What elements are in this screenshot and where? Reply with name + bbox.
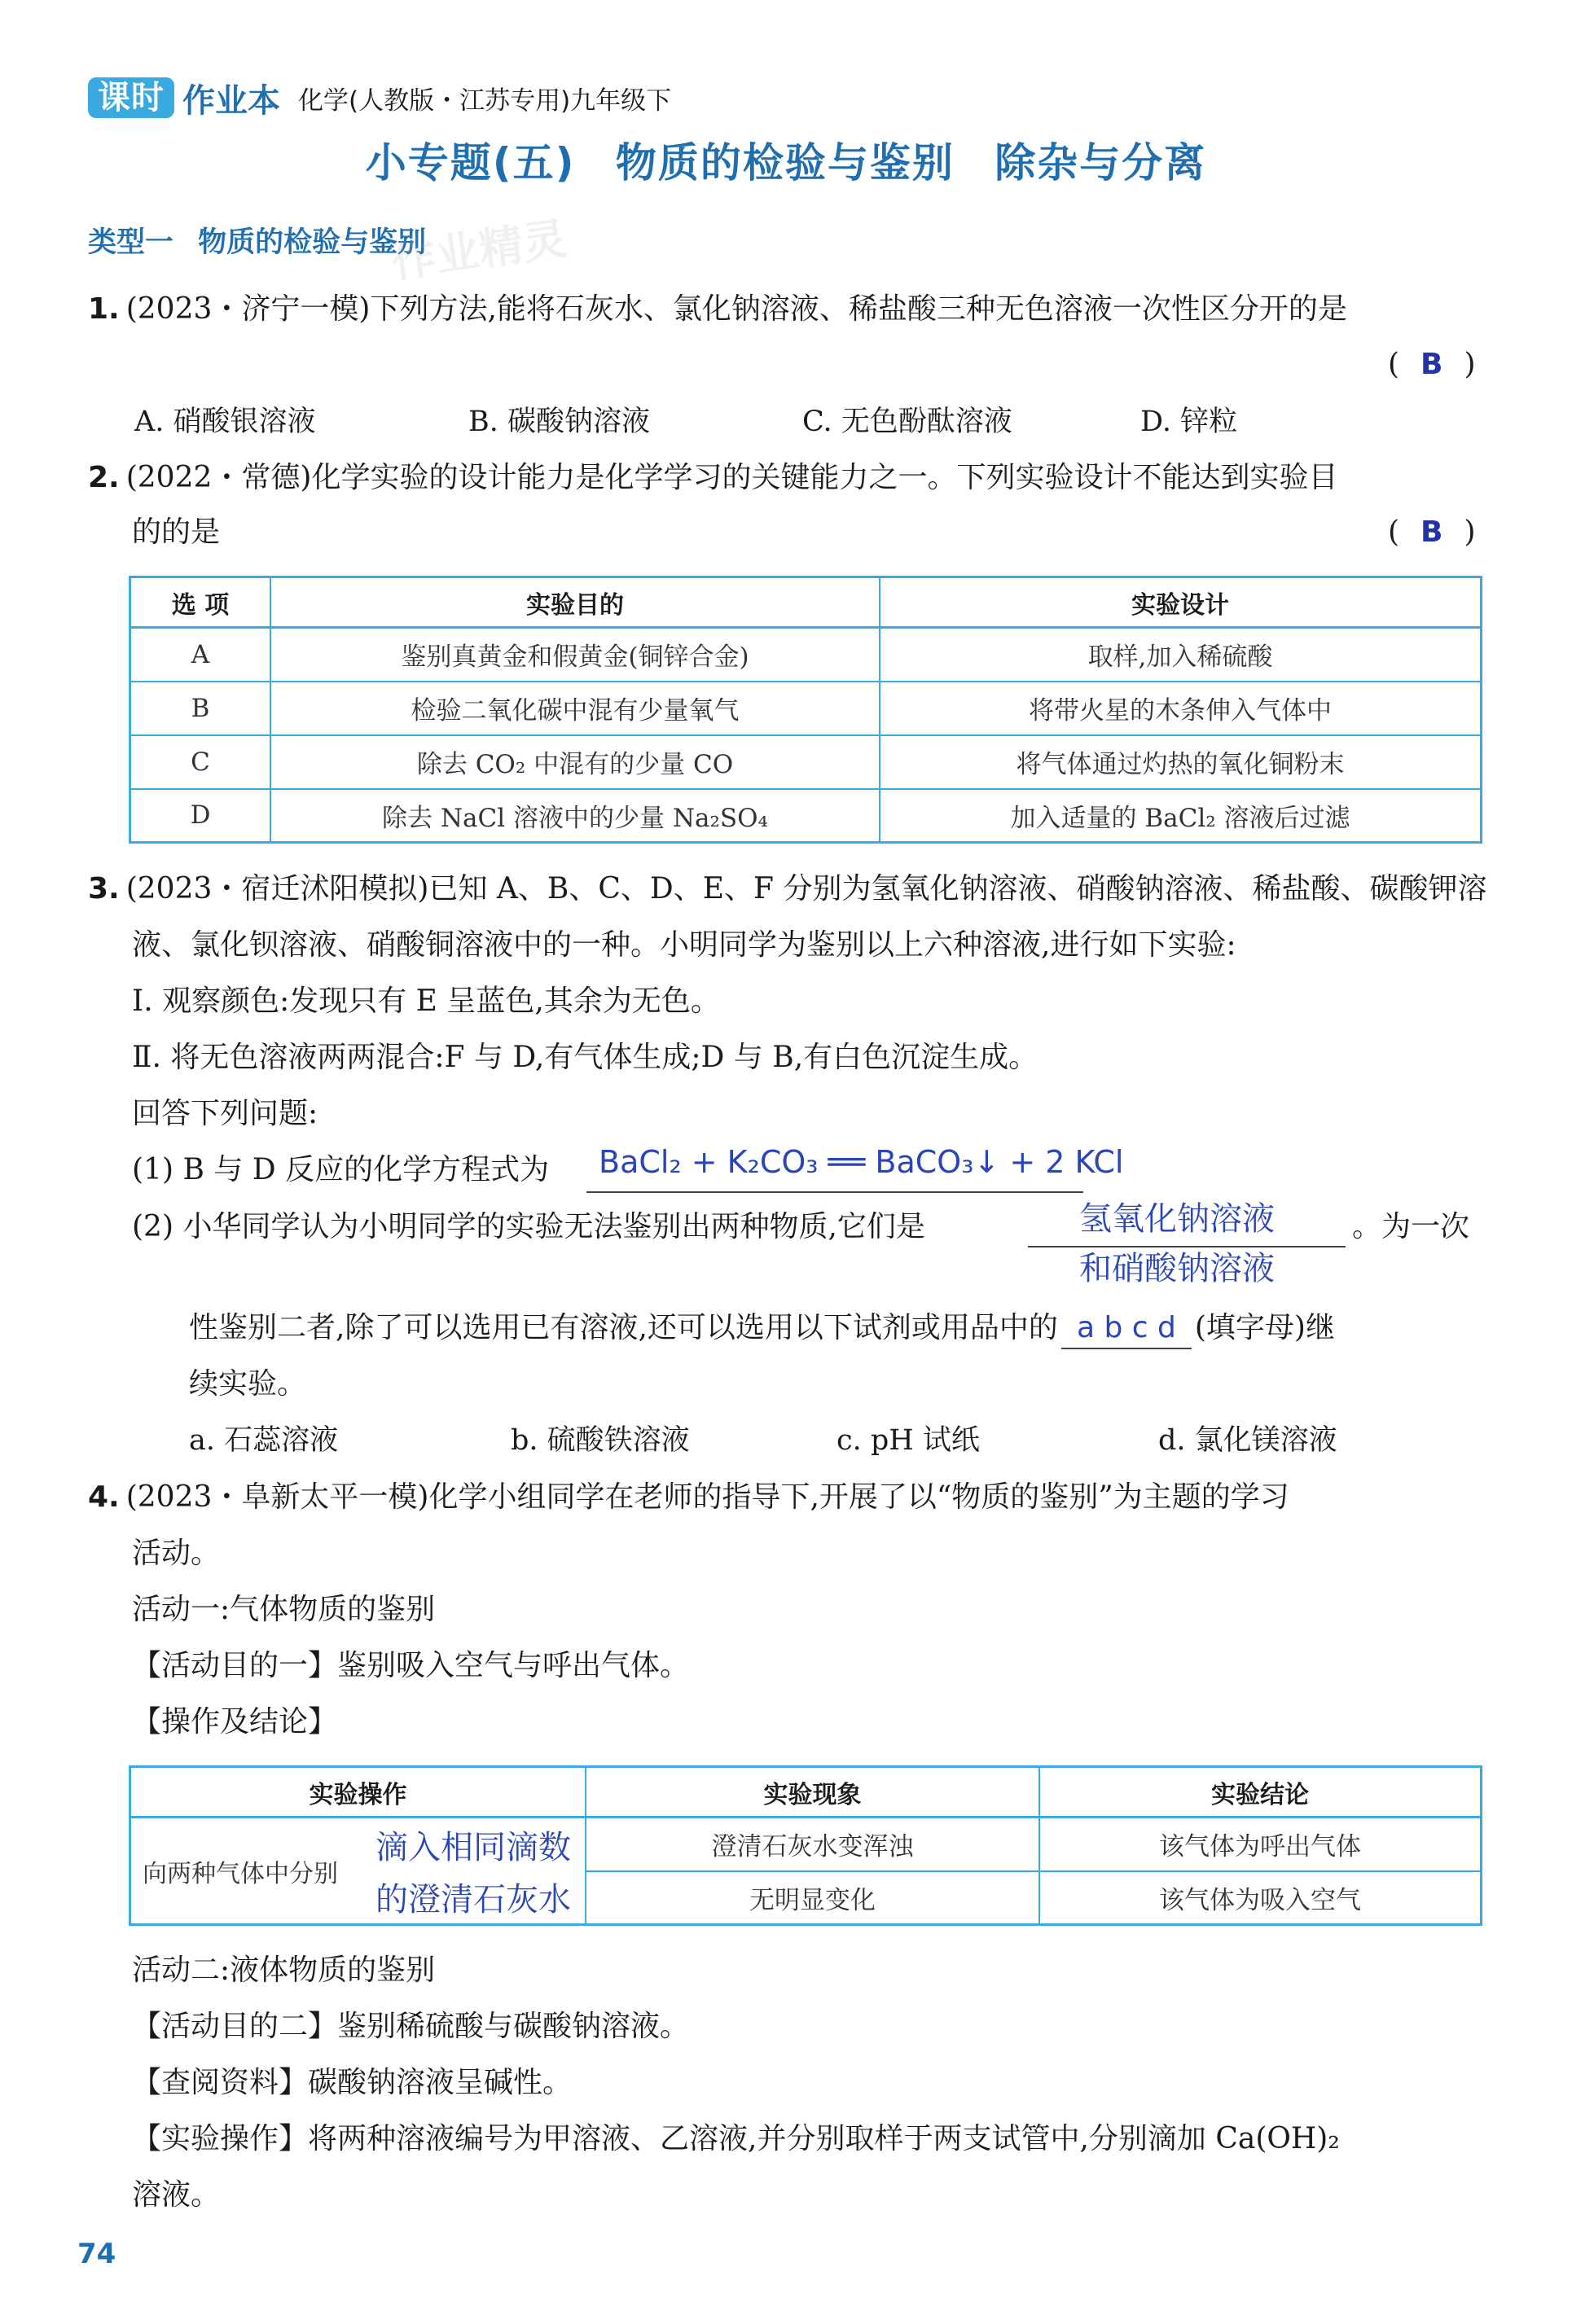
handwritten-answer: BaCl₂ + K₂CO₃ ══ BaCO₃↓ + 2 KCl [599, 1144, 1124, 1180]
q3-options [189, 1421, 1337, 1460]
q4-ops: 【操作及结论】 [132, 1705, 338, 1739]
table-row [130, 735, 1482, 789]
option-c: C. 无色酚酞溶液 [802, 406, 1012, 438]
q3-step2: Ⅱ. 将无色溶液两两混合:F 与 D,有气体生成;D 与 B,有白色沉淀生成。 [132, 1041, 1038, 1074]
cell: A [130, 628, 271, 682]
paren-close: ) [1464, 348, 1476, 381]
question-number: 2. [88, 461, 120, 494]
q4-exp-line1: 【实验操作】将两种溶液编号为甲溶液、乙溶液,并分别取样于两支试管中,分别滴加 Ca(OH)₂ [132, 2122, 1340, 2155]
cell: D [130, 789, 271, 843]
table-row [130, 628, 1482, 682]
answer: B [1421, 515, 1443, 549]
table-row [130, 682, 1482, 735]
cell: 澄清石灰水变浑浊 [586, 1818, 1039, 1871]
question-text: (2023・阜新太平一模)化学小组同学在老师的指导下,开展了以“物质的鉴别”为主题的学习 [125, 1480, 1289, 1514]
cell: 除去 NaCl 溶液中的少量 Na₂SO₄ [270, 789, 880, 843]
q3-sub2c [189, 1309, 1335, 1349]
question-text: (2023・宿迁沭阳模拟)已知 A、B、C、D、E、F 分别为氢氧化钠溶液、硝酸钠溶液、稀盐酸、碳酸钾溶 [125, 872, 1487, 905]
col-header: 实验操作 [130, 1767, 586, 1818]
question-3 [88, 870, 1486, 909]
table-row [130, 1818, 1482, 1871]
op-cell [130, 1818, 586, 1925]
option-b: B. 碳酸钠溶液 [468, 406, 650, 438]
q4-exp-line2: 溶液。 [132, 2178, 221, 2212]
section-title: 类型一 物质的检验与鉴别 [88, 226, 427, 259]
handwritten-answer: 和硝酸钠溶液 [1079, 1250, 1275, 1287]
logo: 课时 [88, 77, 174, 118]
paren-open: ( [1388, 348, 1400, 381]
answer-box [1388, 345, 1476, 384]
col-header: 实验目的 [270, 577, 880, 628]
paren-close: ) [1464, 515, 1476, 549]
cell: 检验二氧化碳中混有少量氧气 [270, 682, 880, 735]
q4-info: 【查阅资料】碳酸钠溶液呈碱性。 [132, 2066, 573, 2099]
q3-prompt: 回答下列问题: [132, 1097, 318, 1130]
q3-sub2e: 续实验。 [189, 1367, 307, 1401]
cell: 该气体为吸入空气 [1039, 1871, 1482, 1925]
table-row [130, 789, 1482, 843]
option-d: d. 氯化镁溶液 [1158, 1424, 1337, 1457]
answer-line [586, 1191, 1083, 1193]
option-a: a. 石蕊溶液 [189, 1424, 339, 1457]
answer-box [1388, 513, 1476, 552]
book-subtitle: 化学(人教版・江苏专用)九年级下 [298, 86, 672, 116]
option-d: D. 锌粒 [1140, 406, 1238, 438]
option-a: A. 硝酸银溶液 [134, 406, 316, 438]
question-text: (2022・常德)化学实验的设计能力是化学学习的关键能力之一。下列实验设计不能达到实验目 [125, 461, 1338, 494]
book-name: 作业本 [182, 81, 280, 120]
answer: B [1421, 348, 1443, 381]
option-b: b. 硫酸铁溶液 [511, 1424, 690, 1457]
handwritten-answer: 滴入相同滴数 [375, 1829, 571, 1866]
q4-act1: 活动一:气体物质的鉴别 [132, 1593, 436, 1626]
answer-slot [1061, 1309, 1192, 1349]
paren-open: ( [1388, 515, 1400, 549]
cell: 将带火星的木条伸入气体中 [880, 682, 1482, 735]
q4-act2: 活动二:液体物质的鉴别 [132, 1953, 436, 1987]
options [134, 402, 1237, 441]
watermark: 作业精灵 [389, 213, 570, 288]
cell: 取样,加入稀硫酸 [880, 628, 1482, 682]
question-number: 3. [88, 872, 120, 905]
col-header: 实验现象 [586, 1767, 1039, 1818]
q3-sub1: (1) B 与 D 反应的化学方程式为 [132, 1153, 550, 1186]
q4-line2: 活动。 [132, 1537, 221, 1570]
col-header: 实验结论 [1039, 1767, 1482, 1818]
op-prefix: 向两种气体中分别 [143, 1859, 338, 1888]
col-header: 实验设计 [880, 577, 1482, 628]
page-title: 小专题(五) 物质的检验与鉴别 除杂与分离 [365, 139, 1207, 186]
question-4 [88, 1478, 1289, 1517]
q3-sub2b: 。为一次 [1352, 1210, 1470, 1243]
handwritten-answer: 氢氧化钠溶液 [1079, 1200, 1275, 1238]
handwritten-answer: a b c d [1076, 1311, 1176, 1344]
question-text: (2023・济宁一模)下列方法,能将石灰水、氯化钠溶液、稀盐酸三种无色溶液一次性区分开的是 [125, 292, 1347, 326]
option-c: c. pH 试纸 [836, 1424, 980, 1457]
table-header-row [130, 1767, 1482, 1818]
q3-line2: 液、氯化钡溶液、硝酸铜溶液中的一种。小明同学为鉴别以上六种溶液,进行如下实验: [132, 928, 1236, 962]
cell: 除去 CO₂ 中混有的少量 CO [270, 735, 880, 789]
question-number: 4. [88, 1480, 120, 1514]
cell: 无明显变化 [586, 1871, 1039, 1925]
q3-step1: Ⅰ. 观察颜色:发现只有 E 呈蓝色,其余为无色。 [132, 984, 720, 1018]
q3-sub2a: (2) 小华同学认为小明同学的实验无法鉴别出两种物质,它们是 [132, 1210, 925, 1243]
cell: 加入适量的 BaCl₂ 溶液后过滤 [880, 789, 1482, 843]
cell: C [130, 735, 271, 789]
cell: 该气体为呼出气体 [1039, 1818, 1482, 1871]
question-number: 1. [88, 292, 120, 326]
cell: B [130, 682, 271, 735]
q4-goal2: 【活动目的二】鉴别稀硫酸与碳酸钠溶液。 [132, 2010, 690, 2043]
header [88, 75, 671, 121]
handwritten-answer: 的澄清石灰水 [375, 1881, 571, 1918]
text: (填字母)继 [1194, 1311, 1335, 1344]
cell: 将气体通过灼热的氧化铜粉末 [880, 735, 1482, 789]
q2-table [129, 576, 1482, 844]
text: 性鉴别二者,除了可以选用已有溶液,还可以选用以下试剂或用品中的 [189, 1311, 1058, 1344]
question-2 [88, 458, 1337, 498]
col-header: 选 项 [130, 577, 271, 628]
question-1 [88, 290, 1347, 329]
cell: 鉴别真黄金和假黄金(铜锌合金) [270, 628, 880, 682]
page-number: 74 [77, 2238, 116, 2270]
q4-goal1: 【活动目的一】鉴别吸入空气与呼出气体。 [132, 1649, 690, 1682]
table-header-row [130, 577, 1482, 628]
q4-table [129, 1765, 1482, 1926]
question-2-cont: 的的是 [132, 515, 221, 549]
